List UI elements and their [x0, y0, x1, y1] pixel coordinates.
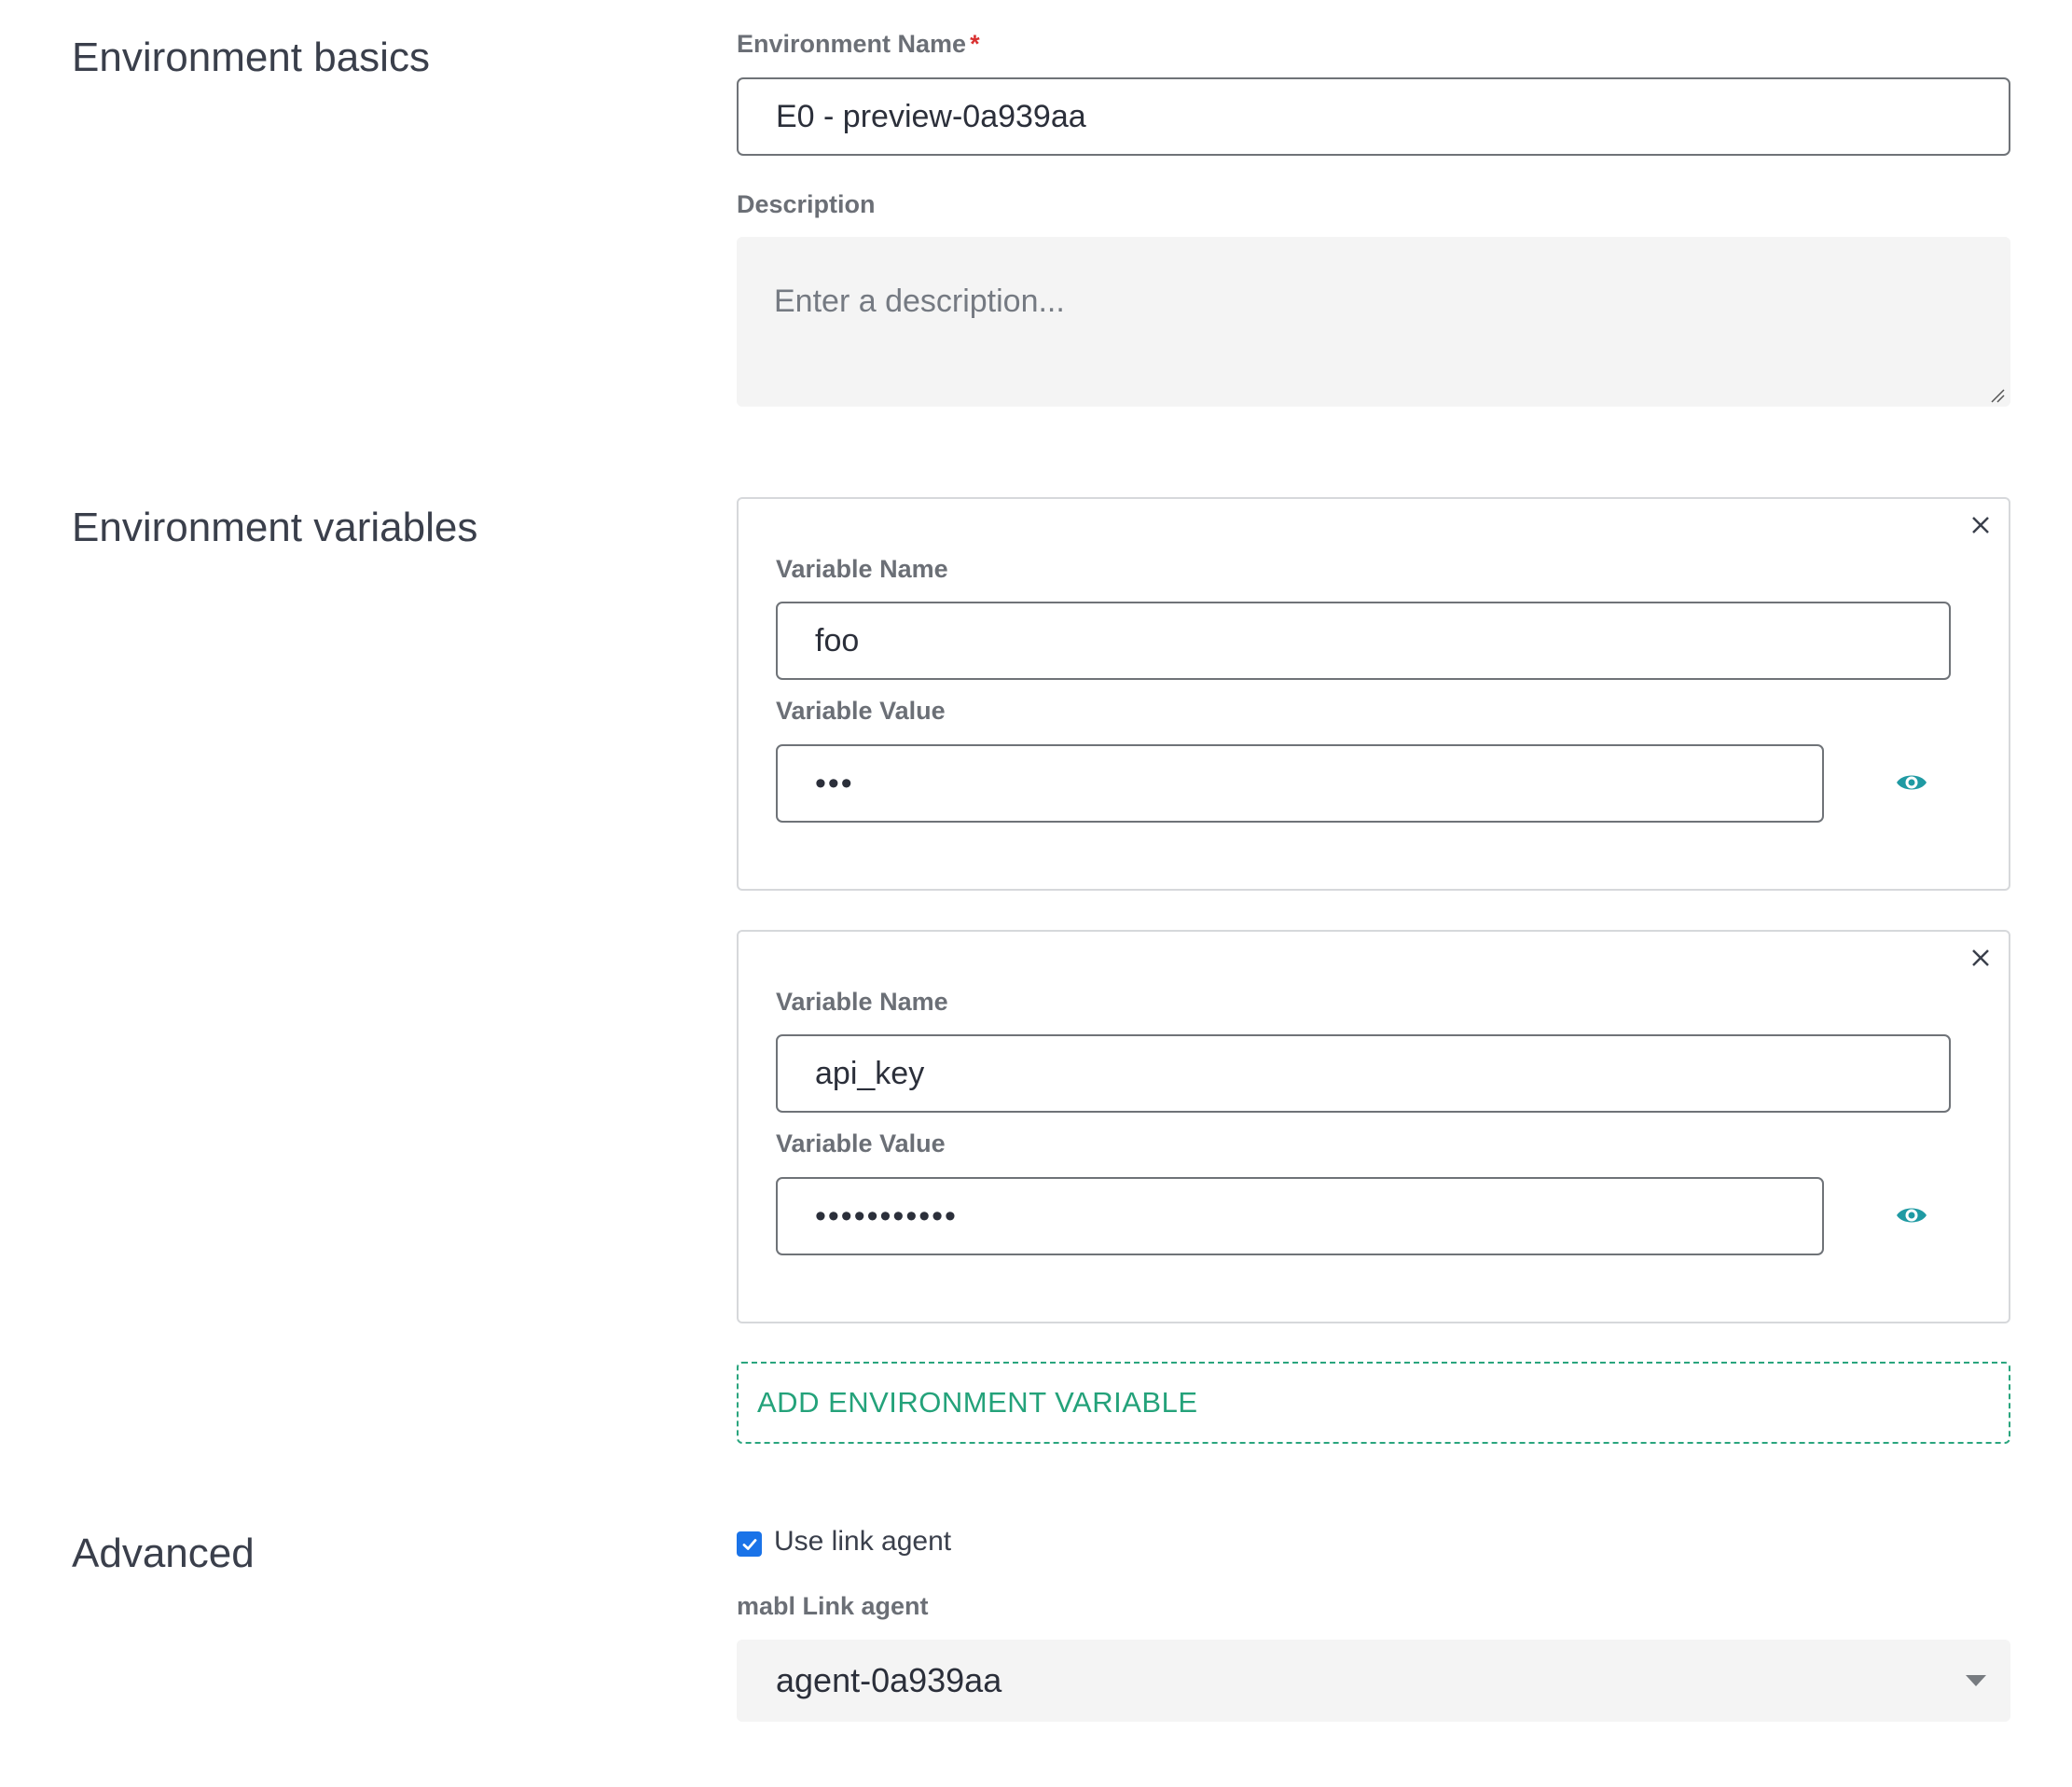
variable-card [737, 930, 2010, 1323]
checkmark-icon [740, 1535, 759, 1554]
use-link-agent-checkbox[interactable] [737, 1531, 762, 1557]
variable-name-input[interactable] [776, 1034, 1951, 1113]
add-environment-variable-button[interactable]: ADD ENVIRONMENT VARIABLE [737, 1362, 2010, 1444]
link-agent-selected-value: agent-0a939aa [776, 1661, 1002, 1699]
variable-value-label: Variable Value [776, 1129, 946, 1157]
link-agent-select[interactable] [737, 1640, 2010, 1722]
variable-value-input[interactable] [776, 1177, 1824, 1255]
resize-handle-icon[interactable] [1990, 388, 2005, 403]
eye-icon[interactable] [1895, 1202, 1928, 1228]
chevron-down-icon [1966, 1675, 1986, 1686]
close-icon[interactable] [1966, 510, 1996, 540]
environment-name-label [737, 32, 980, 57]
variable-name-label: Variable Name [776, 988, 948, 1016]
variable-card [737, 497, 2010, 891]
section-title-environment-variables: Environment variables [72, 505, 478, 550]
description-label: Description [737, 190, 876, 218]
variable-name-label: Variable Name [776, 555, 948, 583]
environment-name-input[interactable] [737, 77, 2010, 156]
required-marker: * [970, 30, 980, 58]
environment-name-label-text: Environment Name [737, 30, 967, 58]
use-link-agent-label: Use link agent [774, 1526, 952, 1557]
description-textarea[interactable] [737, 237, 2010, 407]
link-agent-label: mabl Link agent [737, 1592, 929, 1620]
close-icon[interactable] [1966, 943, 1996, 973]
variable-value-label: Variable Value [776, 697, 946, 725]
variable-name-input[interactable] [776, 602, 1951, 680]
eye-icon[interactable] [1895, 769, 1928, 796]
section-title-advanced: Advanced [72, 1531, 255, 1576]
variable-value-input[interactable] [776, 744, 1824, 823]
section-title-environment-basics: Environment basics [72, 35, 430, 80]
